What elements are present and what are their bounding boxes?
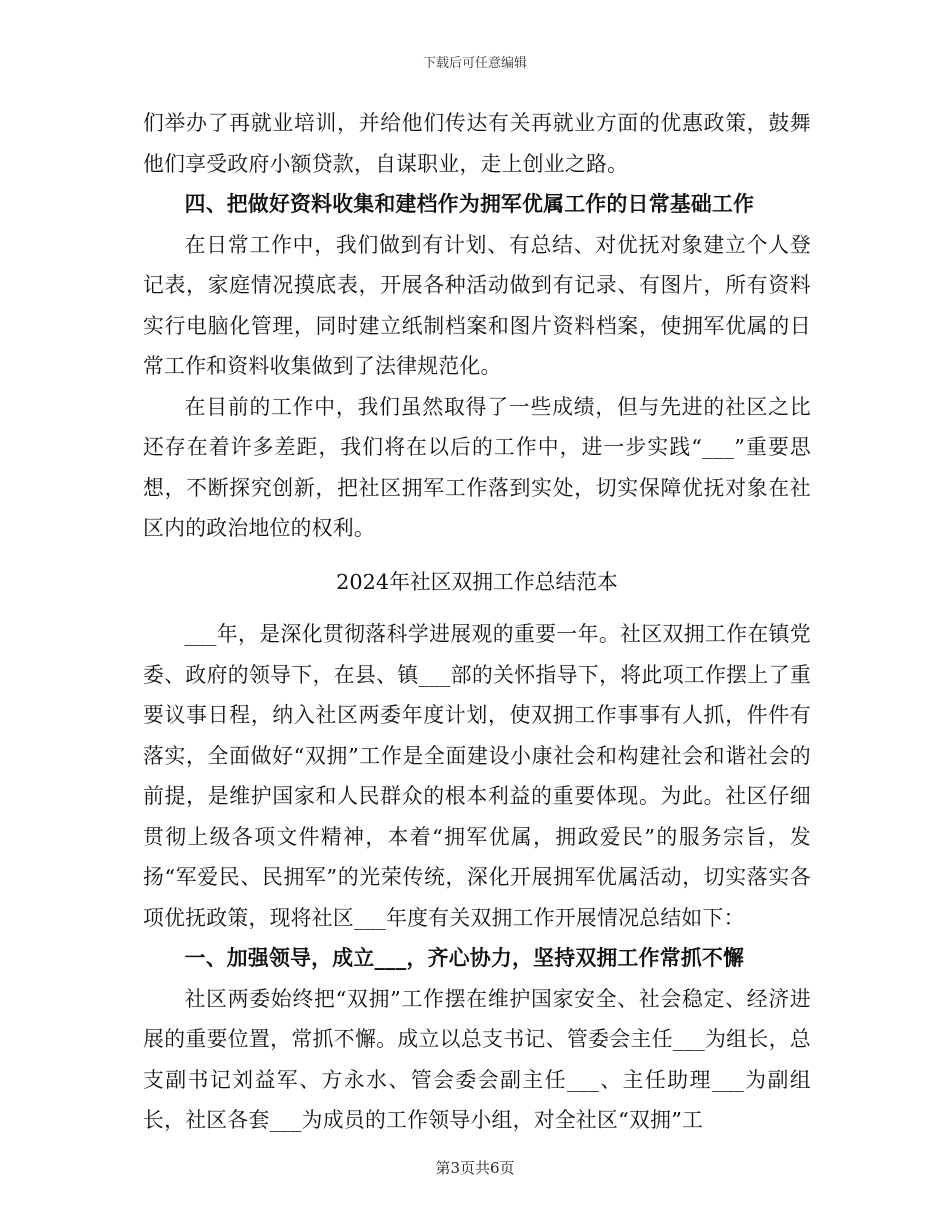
page-number: 第3页共6页 bbox=[435, 1159, 515, 1177]
paragraph-continued: 们举办了再就业培训，并给他们传达有关再就业方面的优惠政策，鼓舞他们享受政府小额贷款，自谋职业，走上创业之路。 bbox=[143, 111, 811, 176]
section-heading-1: 一、加强领导，成立___，齐心协力，坚持双拥工作常抓不懈 bbox=[184, 945, 745, 970]
paragraph-conclusion: 在目前的工作中，我们虽然取得了一些成绩，但与先进的社区之比还存在着许多差距，我们将在以后的工作中，进一步实践“___”重要思想，不断探究创新，把社区拥军工作落到实处，切实保障优抚对象在社区内的政治地位的权利。 bbox=[143, 394, 811, 540]
paragraph-daily-work: 在日常工作中，我们做到有计划、有总结、对优抚对象建立个人登记表，家庭情况摸底表，开展各种活动做到有记录、有图片，所有资料实行电脑化管理，同时建立纸制档案和图片资料档案，使拥军优属的日常工作和资料收集做到了法律规范化。 bbox=[143, 232, 811, 378]
paragraph-intro: ___年，是深化贯彻落科学进展观的重要一年。社区双拥工作在镇党委、政府的领导下，在县、镇___部的关怀指导下，将此项工作摆上了重要议事日程，纳入社区两委年度计划，使双拥工作事事有人抓，件件有落实，全面做好“双拥”工作是全面建设小康社会和构建社会和谐社会的前提，是维护国家和人民群众的根本利益的重要体现。为此。社区仔细贯彻上级各项文件精神，本着“拥军优属，拥政爱民”的服务宗旨，发扬“军爱民、民拥军”的光荣传统，深化开展拥军优属活动，切实落实各项优抚政策，现将社区___年度有关双拥工作开展情况总结如下： bbox=[143, 622, 811, 930]
document-body bbox=[143, 103, 811, 1141]
paragraph-leadership: 社区两委始终把“双拥”工作摆在维护国家安全、社会稳定、经济进展的重要位置，常抓不懈。成立以总支书记、管委会主任___为组长，总支副书记刘益军、方永水、管会委会副主任___、主任助理___为副组长，社区各套___为成员的工作领导小组，对全社区“双拥”工 bbox=[143, 986, 811, 1132]
section-heading-4: 四、把做好资料收集和建档作为拥军优属工作的日常基础工作 bbox=[184, 191, 755, 216]
page-header-note: 下载后可任意编辑 bbox=[422, 56, 527, 71]
document-title: 2024年社区双拥工作总结范本 bbox=[336, 569, 618, 594]
